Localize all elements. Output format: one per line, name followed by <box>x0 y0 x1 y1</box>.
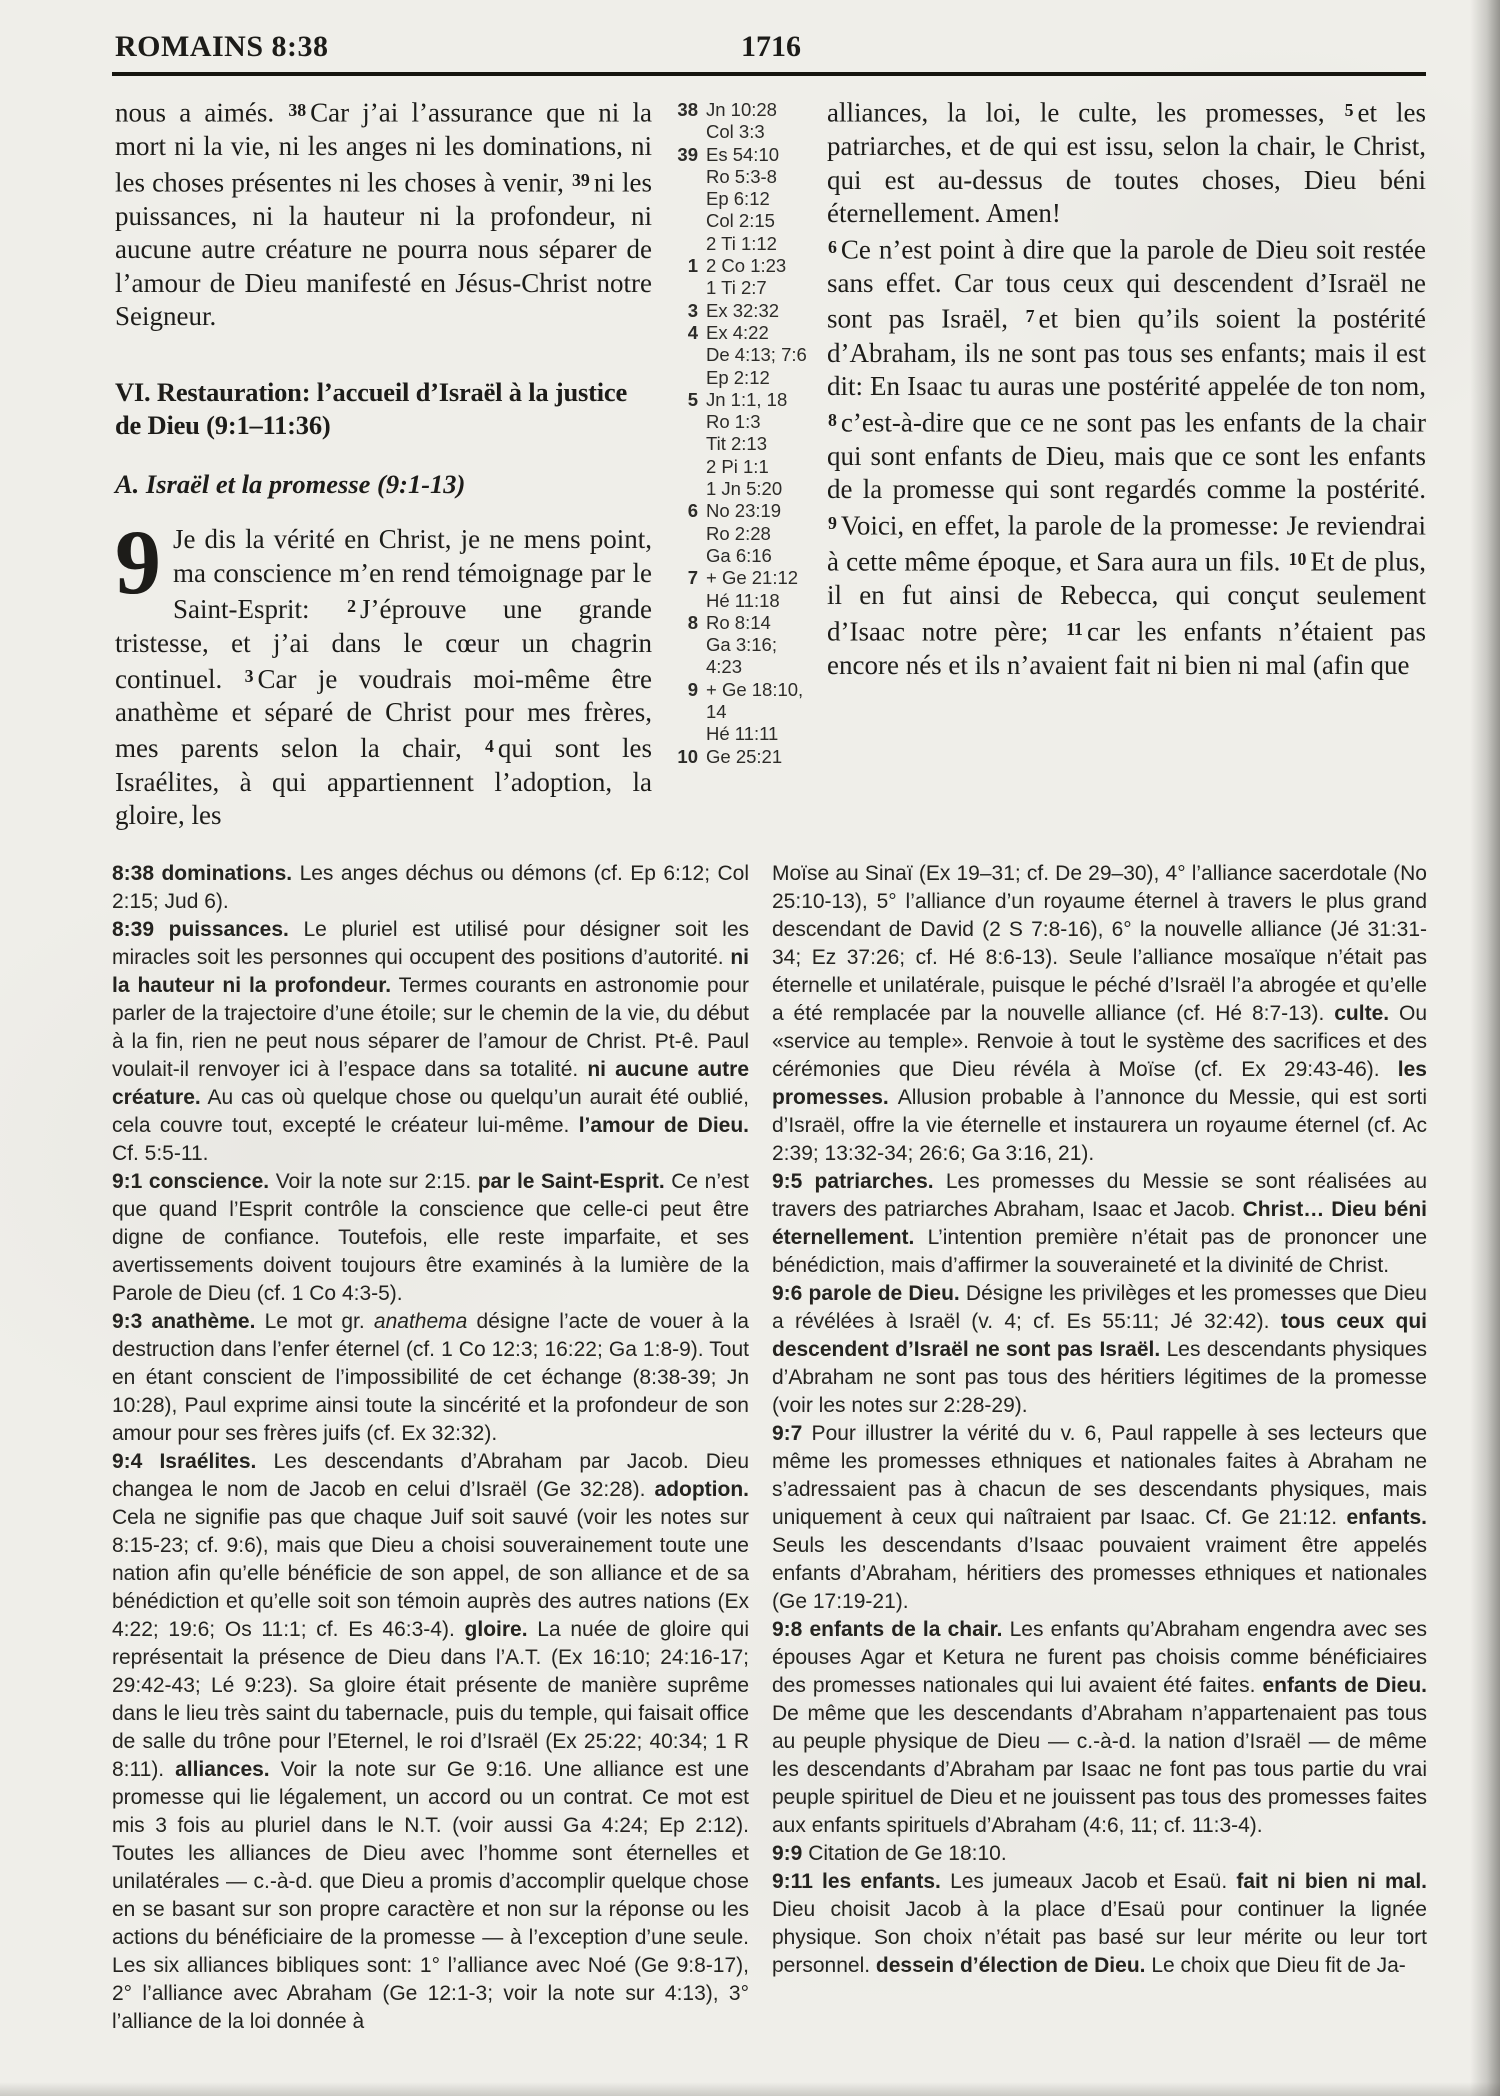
study-note <box>772 1840 1427 1868</box>
text-run: car les enfants n’étaient pas encore nés et ils n’avaient fait ni bien ni mal (afin que <box>827 616 1426 680</box>
study-note <box>112 1448 749 2036</box>
text-run: alliances, la loi, le culte, les promesses, <box>827 97 1344 128</box>
text-run: Les descendants d’Abraham par Jacob. Dieu changea le nom de Jacob en celui d’Israël (Ge 32:28). <box>112 1450 749 1501</box>
text-run: Car j’ai l’assurance que ni la mort ni la vie, ni les anges ni les dominations, ni les choses présentes ni les choses à venir, <box>115 97 652 198</box>
cross-reference-verse-number: 4 <box>687 321 698 343</box>
cross-reference-verse-number: 10 <box>677 745 698 767</box>
text-run: Dieu choisit Jacob à la place d’Esaü pour continuer la lignée physique. Son choix n’était pas basé sur leur mérite ou leur tort personnel. <box>772 1898 1427 1977</box>
text-run: Ce n’est point à dire que la parole de Dieu soit restée sans effet. Car tous ceux qui descendent d’Israël ne sont pas Israël, <box>827 234 1426 335</box>
text-run: Les promesses du Messie se sont réalisées au travers des patriarches Abraham, Isaac et Jacob. <box>772 1170 1427 1221</box>
cross-reference: Ga 3:16; 4:23 <box>706 634 777 678</box>
verse-number: 9 <box>828 512 837 533</box>
verse-number: 38 <box>288 100 307 120</box>
cross-reference: Ga 6:16 <box>706 544 772 566</box>
study-note <box>772 860 1427 1168</box>
verse-paragraph-romans-8 <box>115 94 652 334</box>
text-run: Le pluriel est utilisé pour désigner soit les miracles soit les personnes qui occupent des positions d’autorité. <box>112 918 749 969</box>
text-run: Ce n’est que quand l’Esprit contrôle la conscience que celle-ci peut être digne de confiance. Toutefois, elle reste imparfaite, et ses avertissements doivent toujours être examinés à la lumière de la Parole de Dieu (cf. 1 Co 4:3-5). <box>112 1170 750 1305</box>
cross-reference-verse-number: 1 <box>687 255 698 277</box>
bold-run: dessein d’élection de Dieu. <box>875 1954 1146 1977</box>
cross-reference: No 23:19 <box>706 500 782 522</box>
cross-reference-verse-number: 7 <box>687 567 698 589</box>
cross-reference: + Ge 18:10, 14 <box>706 678 804 723</box>
text-run: Pour illustrer la vérité du v. 6, Paul rappelle à ses lecteurs que même les promesses ethniques et nationales faites à Abraham ne s’adressaient pas à chacun de ses descendants physiques, mais uniquement à ceux qui naîtraient par Isaac. Cf. Ge 21:12. <box>772 1422 1427 1529</box>
cross-reference-list <box>706 567 816 612</box>
bold-run: alliances. <box>175 1758 270 1781</box>
text-run: Seuls les descendants d’Isaac pouvaient vraiment être appelés enfants d’Abraham, héritiers des promesses ethniques et nationales (Ge 17:19-21). <box>772 1534 1427 1613</box>
cross-reference-list <box>706 300 816 322</box>
text-run: Les anges déchus ou démons (cf. Ep 6:12; Col 2:15; Jud 6). <box>112 862 750 913</box>
cross-reference-list <box>706 144 816 255</box>
bold-run: ni aucune autre créature. <box>112 1058 750 1109</box>
cross-reference: + Ge 21:12 <box>706 567 799 589</box>
cross-reference-list <box>706 612 816 679</box>
cross-reference-entry <box>664 500 816 567</box>
cross-reference-entry <box>664 255 816 300</box>
verse-paragraph-romans-9-6-11 <box>827 231 1426 683</box>
cross-reference-entry <box>664 322 816 389</box>
study-note <box>772 1168 1427 1280</box>
bold-run: 9:5 patriarches. <box>772 1170 934 1193</box>
cross-reference: Ro 2:28 <box>706 522 771 544</box>
text-run: Voir la note sur Ge 9:16. Une alliance est une promesse qui lie légalement, un accord ou un contrat. Ce mot est mis 3 fois au pluriel dans le N.T. (voir aussi Ga 4:24; Ep 2:12). Toutes les alliances de Dieu avec l’homme sont éternelles et unilatérales — c.-à-d. que Dieu a promis d’accomplir quelque chose en se basant sur son propre caractère et non sur la réponse ou les actions du bénéficiaire de la promesse — à l’exception d’une seule. Les six alliances bibliques sont: 1° l’alliance avec Noé (Ge 9:8-17), 2° l’alliance avec Abraham (Ge 12:1-3; voir la note sur 4:13), 3° l’alliance de la loi donnée à <box>112 1758 749 2033</box>
subsection-heading: A. Israël et la promesse (9:1-13) <box>115 468 466 499</box>
text-run: désigne l’acte de vouer à la destruction dans l’enfer éternel (cf. 1 Co 12:3; 16:22; Ga 1:8-9). Tout en étant conscient de l’impossibilité de cet échange (8:38-39; Jn 10:28), Paul exprime ainsi toute la sincérité et la profondeur de son amour pour ses frères juifs (cf. Ex 32:32). <box>112 1310 749 1445</box>
bold-run: adoption. <box>654 1478 749 1501</box>
text-run: Cela ne signifie pas que chaque Juif soit sauvé (voir les notes sur 8:15-23; cf. 9:6), mais que Dieu a choisi souverainement toute une nation afin qu’elle bénéficie de son appel, de son alliance et de sa bénédiction et qu’elle soit son témoin auprès des autres nations (Ex 4:22; 19:6; Os 11:1; cf. Es 46:3-4). <box>112 1506 749 1641</box>
text-run: Les jumeaux Jacob et Esaü. <box>940 1870 1237 1893</box>
cross-reference: Jn 10:28 <box>706 99 777 120</box>
text-run: nous a aimés. <box>115 97 288 128</box>
bold-run: culte. <box>1334 1002 1390 1025</box>
bold-run: 8:39 puissances. <box>112 918 289 941</box>
text-run: et bien qu’ils soient la postérité d’Abraham, ils ne sont pas tous ses enfants; mais il est dit: En Isaac tu auras une postérité appelée de ton nom, <box>827 304 1426 402</box>
cross-reference: 1 Jn 5:20 <box>706 478 783 500</box>
bold-run: enfants de Dieu. <box>1262 1674 1428 1697</box>
text-run: Voir la note sur 2:15. <box>269 1170 478 1193</box>
bold-run: tous ceux qui descendent d’Israël ne sont pas Israël. <box>772 1310 1427 1361</box>
cross-reference: 1 Ti 2:7 <box>706 277 767 299</box>
text-run: Le mot gr. <box>255 1310 374 1333</box>
text-run: Car je voudrais moi-même être anathème et séparé de Christ pour mes frères, mes parents selon la chair, <box>115 663 652 764</box>
verse-number: 5 <box>1344 100 1354 120</box>
verse-number: 2 <box>347 596 356 617</box>
bold-run: gloire. <box>464 1618 528 1641</box>
text-run: Cf. 5:5-11. <box>112 1142 209 1165</box>
cross-reference: Ro 1:3 <box>706 411 761 433</box>
study-note <box>112 916 749 1168</box>
text-run: L’intention première n’était pas de prononcer une bénédiction, mais d’affirmer la souveraineté et la divinité de Christ. <box>772 1226 1427 1277</box>
cross-reference: Ge 25:21 <box>706 745 783 767</box>
running-head-book-reference: ROMAINS 8:38 <box>115 30 329 63</box>
bible-text-right-column <box>827 94 1426 682</box>
text-run: Les enfants qu’Abraham engendra avec ses épouses Agar et Ketura ne furent pas choisis comme bénéficiaires des promesses nationales qui lui avaient été faites. <box>772 1618 1427 1697</box>
cross-reference-entry <box>664 99 816 144</box>
text-run: Au cas où quelque chose ou quelqu’un aurait été oublié, cela couvre tout, excepté le créateur lui-même. <box>112 1086 749 1137</box>
cross-reference: Ex 4:22 <box>706 321 769 343</box>
cross-reference-column <box>664 99 816 768</box>
cross-reference-entry <box>664 567 816 612</box>
cross-reference-verse-number: 8 <box>687 611 698 633</box>
cross-reference: 2 Ti 1:12 <box>706 232 777 254</box>
text-run: Désigne les privilèges et les promesses que Dieu a révélées à Israël (v. 4; cf. Es 55:11; Jé 32:42). <box>772 1282 1427 1333</box>
verse-number: 8 <box>828 409 837 430</box>
cross-reference: Jn 1:1, 18 <box>706 388 788 410</box>
verse-number: 10 <box>1288 548 1307 569</box>
cross-reference-entry <box>664 679 816 746</box>
chapter-paragraph-romans-9 <box>115 511 652 833</box>
text-run: Moïse au Sinaï (Ex 19–31; cf. De 29–30), 4° l’alliance sacerdotale (No 25:10-13), 5° l’alliance d’un royaume éternel à travers le plus grand descendant de David (2 S 7:8-16), 6° la nouvelle alliance (Jé 31:31-34; Ez 37:26; cf. Hé 8:6-13). Seule l’alliance mosaïque n’était pas éternelle et unilatérale, puisque le péché d’Israël l’a abrogée et qu’elle a été remplacée par la nouvelle alliance (cf. Hé 8:7-13). <box>772 862 1427 1025</box>
text-run: Je dis la vérité en Christ, je ne mens point, ma conscience m’en rend témoignage par le Saint-Esprit: <box>173 524 652 625</box>
cross-reference-verse-number: 3 <box>687 299 698 321</box>
study-note <box>772 1420 1427 1616</box>
text-run: Ou «service au temple». Renvoie à tout le système des sacrifices et des cérémonies que Dieu révéla à Moïse (cf. Ex 29:43-46). <box>772 1002 1428 1081</box>
study-notes-left-column <box>112 860 749 2036</box>
cross-reference: Hé 11:18 <box>706 589 780 611</box>
bold-run: 9:7 <box>772 1422 803 1445</box>
text-run: Citation de Ge 18:10. <box>802 1842 1007 1865</box>
study-notes-right-column <box>772 860 1427 1980</box>
cross-reference: Col 3:3 <box>706 121 765 143</box>
cross-reference: Ro 5:3-8 <box>706 165 777 187</box>
bold-run: l’amour de Dieu. <box>578 1114 749 1137</box>
cross-reference: Ep 2:12 <box>706 366 770 388</box>
text-run: Voici, en effet, la parole de la promesse: Je reviendrai à cette même époque, et Sara aura un fils. <box>827 510 1426 577</box>
text-run: Le choix que Dieu fit de Ja- <box>1145 1954 1406 1977</box>
cross-reference: Tit 2:13 <box>706 433 768 455</box>
bold-run: 8:38 dominations. <box>112 862 293 885</box>
cross-reference: 2 Co 1:23 <box>706 255 787 277</box>
cross-reference-list <box>706 746 816 768</box>
text-run: Allusion probable à l’annonce du Messie, qui est sorti d’Israël, offre la vie éternelle et instaurera un royaume éternel (cf. Ac 2:39; 13:32-34; 26:6; Ga 3:16, 21). <box>772 1086 1427 1165</box>
text-run: De même que les descendants d’Abraham n’appartenaient pas tous au peuple physique de Dieu — c.-à-d. la nation d’Israël — de même les descendants d’Abraham par Isaac ne font pas tous partie du vrai peuple spirituel de Dieu et ne jouissent pas tous des promesses faites aux enfants spirituels d’Abraham (4:6, 11; cf. 11:3-4). <box>772 1702 1427 1837</box>
italic-run: anathema <box>373 1310 468 1333</box>
cross-reference-entry <box>664 746 816 768</box>
cross-reference: Ro 8:14 <box>706 611 771 633</box>
verse-paragraph-romans-9-4-5 <box>827 94 1426 231</box>
cross-reference: Ex 32:32 <box>706 299 780 321</box>
verse-number: 39 <box>572 169 590 190</box>
cross-reference-verse-number: 38 <box>677 99 698 120</box>
cross-reference-verse-number: 9 <box>687 678 698 700</box>
cross-reference-list <box>706 500 816 567</box>
cross-reference-entry <box>664 389 816 500</box>
verse-number: 4 <box>485 735 494 756</box>
bold-run: 9:11 les enfants. <box>772 1870 941 1893</box>
bold-run: 9:8 enfants de la chair. <box>772 1618 1003 1641</box>
text-run: Termes courants en astronomie pour parler de la trajectoire d’une étoile; sur le chemin de la vie, du début à la fin, rien ne peut nous séparer de l’amour de Christ. Pt-ê. Paul voulait-il renvoyer ici à l’espace dans sa totalité. <box>112 974 749 1081</box>
header-rule <box>112 72 1426 76</box>
text-run: et les patriarches, et de qui est issu, selon la chair, le Christ, qui est au-dessus de toutes choses, Dieu béni éternellement. Amen! <box>827 97 1426 229</box>
text-run: qui sont les Israélites, à qui appartiennent l’adoption, la gloire, les <box>115 733 652 831</box>
study-note <box>112 860 749 916</box>
study-note <box>772 1868 1427 1980</box>
cross-reference-list <box>706 255 816 300</box>
cross-reference-verse-number: 6 <box>687 500 698 522</box>
cross-reference-entry <box>664 612 816 679</box>
cross-reference-verse-number: 5 <box>687 388 698 410</box>
bold-run: 9:1 conscience. <box>112 1170 270 1193</box>
page-number: 1716 <box>741 30 801 63</box>
cross-reference-entry <box>664 144 816 255</box>
cross-reference: Col 2:15 <box>706 210 775 232</box>
cross-reference-list <box>706 389 816 500</box>
verse-number: 11 <box>1066 618 1083 639</box>
chapter-number-drop-cap: 9 <box>115 511 161 614</box>
cross-reference: Ep 6:12 <box>706 188 770 210</box>
cross-reference: 2 Pi 1:1 <box>706 455 769 477</box>
study-note <box>772 1616 1427 1840</box>
bible-text-left-column <box>115 94 652 833</box>
text-run: La nuée de gloire qui représentait la présence de Dieu dans l’A.T. (Ex 16:10; 24:16-17; 29:42-43; Lé 9:23). Sa gloire était présente de manière suprême dans le lieu très saint du tabernacle, puis du temple, qui faisait office de salle du trône pour l’Eternel, le roi d’Israël (Ex 25:22; 40:34; 1 R 8:11). <box>112 1618 749 1781</box>
verse-number: 6 <box>828 236 837 257</box>
study-note <box>772 1280 1427 1420</box>
cross-reference-list <box>706 322 816 389</box>
cross-reference-list <box>706 99 816 144</box>
text-run: J’éprouve une grande tristesse, et j’ai dans le cœur un chagrin continuel. <box>115 594 652 694</box>
bold-run: fait ni bien ni mal. <box>1236 1870 1427 1893</box>
verse-number: 7 <box>1025 306 1035 327</box>
cross-reference-list <box>706 679 816 746</box>
study-note <box>112 1308 749 1448</box>
cross-reference: Es 54:10 <box>706 143 780 165</box>
cross-reference-entry <box>664 300 816 322</box>
cross-reference-verse-number: 39 <box>677 143 698 165</box>
verse-number: 3 <box>244 666 254 687</box>
text-run: ni les puissances, ni la hauteur ni la profondeur, ni aucune autre créature ne pourra nous séparer de l’amour de Dieu manifesté en Jésus-Christ notre Seigneur. <box>115 167 652 332</box>
bold-run: 9:6 parole de Dieu. <box>772 1282 960 1305</box>
bold-run: 9:4 Israélites. <box>112 1450 257 1473</box>
bold-run: 9:9 <box>772 1842 803 1865</box>
bold-run: ni la hauteur ni la profondeur. <box>112 946 749 997</box>
study-note <box>112 1168 749 1308</box>
text-run: Les descendants physiques d’Abraham ne sont pas tous des héritiers légitimes de la promesse (voir les notes sur 2:28-29). <box>772 1338 1427 1417</box>
cross-reference: Hé 11:11 <box>706 723 779 745</box>
cross-reference: De 4:13; 7:6 <box>706 344 807 366</box>
bold-run: enfants. <box>1346 1506 1427 1529</box>
text-run: Et de plus, il en fut ainsi de Rebecca, qui conçut seulement d’Isaac notre père; <box>827 546 1426 647</box>
bold-run: Christ… Dieu béni éternellement. <box>772 1198 1427 1249</box>
bold-run: les promesses. <box>772 1058 1427 1109</box>
chapter-paragraph-text <box>115 511 652 831</box>
text-run: c’est-à-dire que ce ne sont pas les enfants de la chair qui sont enfants de Dieu, mais que ce sont les enfants de la promesse qui sont regardés comme la postérité. <box>827 407 1426 505</box>
bold-run: 9:3 anathème. <box>112 1310 256 1333</box>
bold-run: par le Saint-Esprit. <box>477 1170 665 1193</box>
section-heading: VI. Restauration: l’accueil d’Israël à la justice de Dieu (9:1–11:36) <box>115 376 628 440</box>
page-header <box>115 30 1427 70</box>
